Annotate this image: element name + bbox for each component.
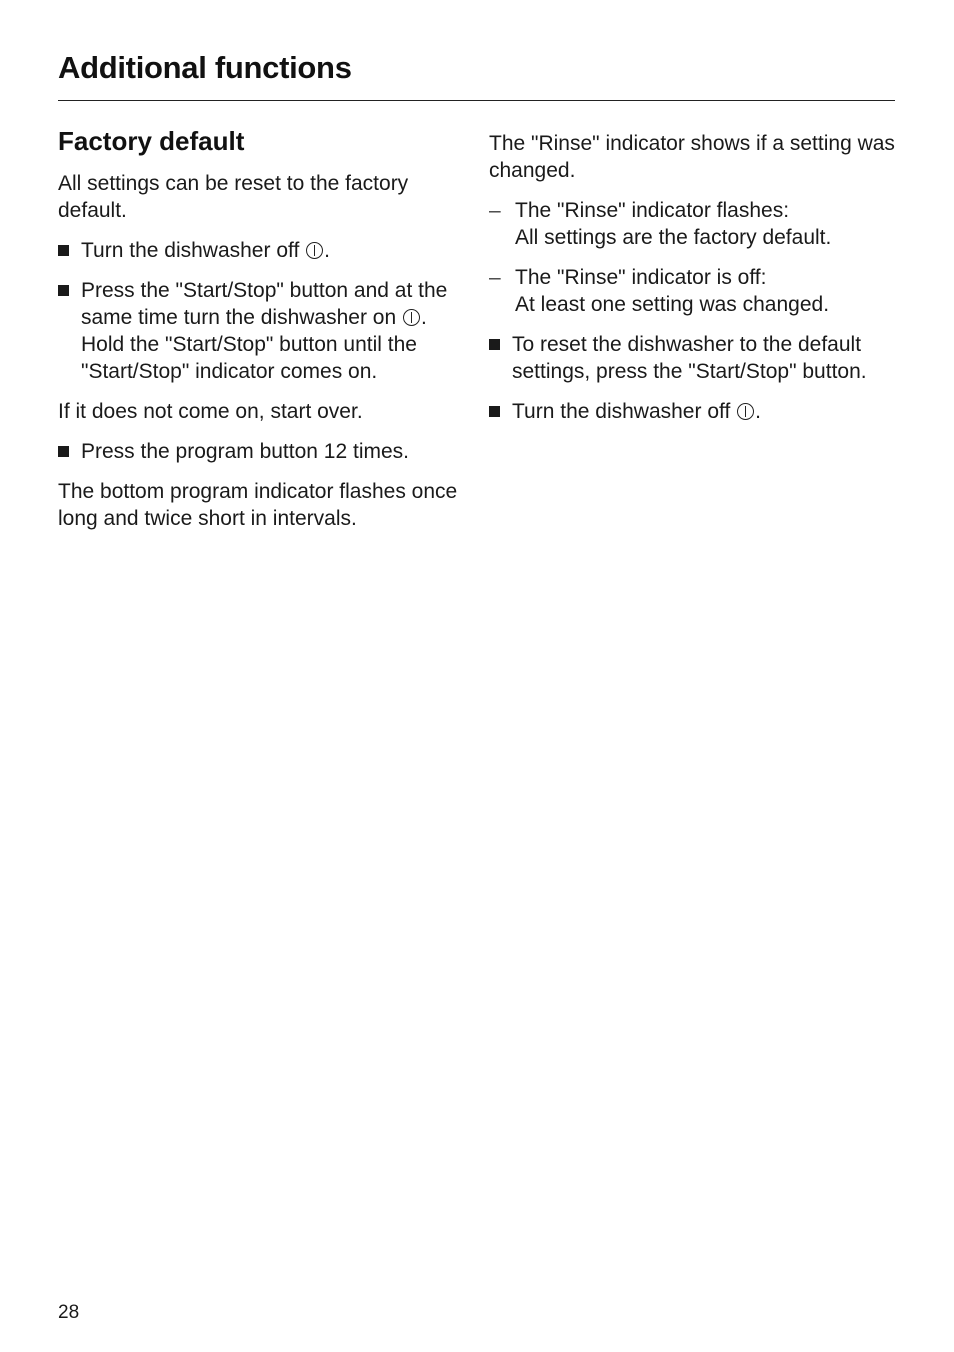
- power-icon: [306, 242, 323, 259]
- step-text: Press the program button 12 times.: [81, 440, 409, 463]
- title-divider: [58, 100, 895, 101]
- step-text: To reset the dishwasher to the default settings, press the "Start/Stop" button.: [512, 333, 867, 383]
- dash-item: [489, 197, 901, 251]
- dash-marker: –: [489, 199, 501, 222]
- left-column: [58, 124, 468, 545]
- power-icon: [403, 309, 420, 326]
- note-paragraph: If it does not come on, start over.: [58, 400, 363, 423]
- intro-paragraph: All settings can be reset to the factory default.: [58, 172, 409, 222]
- square-bullet-icon: [489, 406, 500, 417]
- page-number: 28: [58, 1302, 80, 1323]
- dash-line: All settings are the factory default.: [515, 226, 832, 249]
- dash-line: At least one setting was changed.: [515, 293, 830, 316]
- step-text: Turn the dishwasher off: [512, 400, 737, 423]
- step-text-end: . Hold the "Start/Stop" button until the "Start/Stop" indicator comes on.: [81, 306, 427, 383]
- section-heading: Factory default: [58, 126, 245, 156]
- step-text: Press the "Start/Stop" button and at the same time turn the dishwasher on: [81, 279, 448, 329]
- right-column: [489, 130, 901, 438]
- dash-line: The "Rinse" indicator is off:: [515, 266, 767, 289]
- square-bullet-icon: [489, 339, 500, 350]
- step-text: Turn the dishwasher off: [81, 239, 306, 262]
- dash-item: [489, 264, 901, 318]
- intro-paragraph: The "Rinse" indicator shows if a setting was changed.: [489, 132, 895, 182]
- note-paragraph: The bottom program indicator flashes once long and twice short in intervals.: [58, 480, 458, 530]
- power-icon: [737, 403, 754, 420]
- square-bullet-icon: [58, 446, 69, 457]
- square-bullet-icon: [58, 245, 69, 256]
- page-title: Additional functions: [58, 50, 352, 85]
- instruction-step: [58, 438, 468, 465]
- square-bullet-icon: [58, 285, 69, 296]
- dash-marker: –: [489, 266, 501, 289]
- step-text-end: .: [324, 239, 330, 262]
- instruction-step: [58, 237, 468, 264]
- instruction-step: [489, 398, 901, 425]
- instruction-step: [58, 277, 468, 385]
- step-text-end: .: [755, 400, 761, 423]
- instruction-step: [489, 331, 901, 385]
- dash-line: The "Rinse" indicator flashes:: [515, 199, 790, 222]
